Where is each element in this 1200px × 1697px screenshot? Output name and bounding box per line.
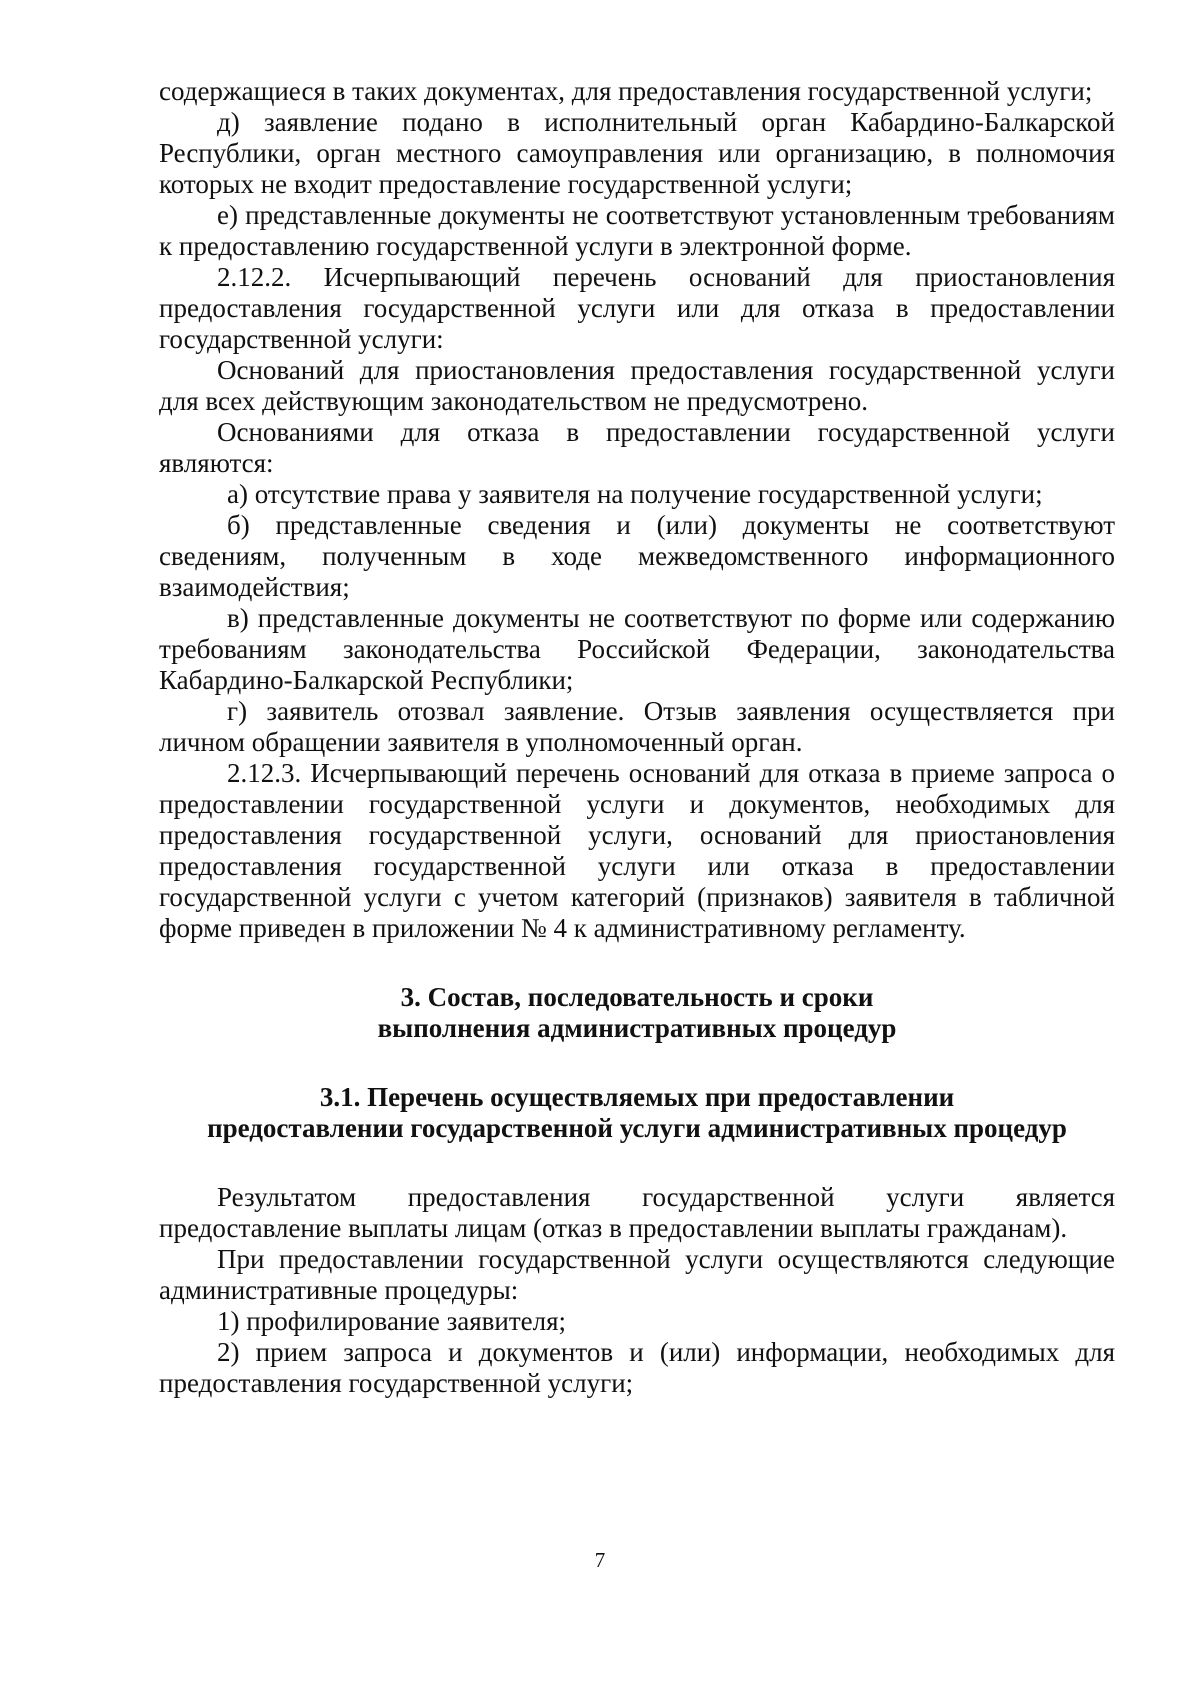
paragraph-continuation: содержащиеся в таких документах, для предоставления государственной услуги; <box>159 76 1093 106</box>
paragraph-refusal-grounds: Основаниями для отказа в предоставлении государственной услуги являются: <box>159 417 1115 478</box>
paragraph-result: Результатом предоставления государственной услуги является предоставление выплаты лицам (отказ в предоставлении выплаты гражданам). <box>159 1182 1115 1243</box>
section-3-heading-line1: 3. Состав, последовательность и сроки <box>400 982 874 1012</box>
paragraph-item-g: г) заявитель отозвал заявление. Отзыв заявления осуществляется при личном обращении заявителя в уполномоченный орган. <box>159 696 1115 757</box>
paragraph-item-a: а) отсутствие права у заявителя на получение государственной услуги; <box>227 479 1043 509</box>
section-3-1-heading-line1: 3.1. Перечень осуществляемых при предоставлении <box>319 1082 955 1112</box>
paragraph-item-e: е) представленные документы не соответствуют установленным требованиям к предоставлению государственной услуги в электронной форме. <box>159 200 1115 261</box>
paragraph-procedures-intro: При предоставлении государственной услуги осуществляются следующие административные процедуры: <box>159 1244 1115 1305</box>
paragraph-no-suspension: Оснований для приостановления предоставления государственной услуги для всех действующим законодательством не предусмотрено. <box>159 355 1115 416</box>
paragraph-2-12-2: 2.12.2. Исчерпывающий перечень оснований для приостановления предоставления государственной услуги или для отказа в предоставлении государственной услуги: <box>159 262 1115 354</box>
section-3-1-heading <box>159 1082 1115 1144</box>
paragraph-2-12-3: 2.12.3. Исчерпывающий перечень оснований для отказа в приеме запроса о предоставлении государственной услуги и документов, необходимых для предоставления государственной услуги, оснований для приостановления предоставления государственной услуги или отказа в предоставлении государственной услуги с учетом категорий (признаков) заявителя в табличной форме приведен в приложении № 4 к административному регламенту. <box>159 758 1115 943</box>
paragraph-item-v: в) представленные документы не соответствуют по форме или содержанию требованиям законодательства Российской Федерации, законодательства Кабардино-Балкарской Республики; <box>159 603 1115 695</box>
section-3-heading-line2: выполнения административных процедур <box>377 1013 897 1043</box>
section-3-heading <box>159 982 1115 1044</box>
section-3-1-heading-line2: предоставлении государственной услуги административных процедур <box>207 1113 1067 1143</box>
paragraph-procedure-2: 2) прием запроса и документов и (или) информации, необходимых для предоставления государственной услуги; <box>159 1337 1115 1398</box>
paragraph-procedure-1: 1) профилирование заявителя; <box>217 1306 567 1336</box>
page-number: 7 <box>594 1548 606 1572</box>
document-body <box>159 76 1115 1399</box>
paragraph-item-d: д) заявление подано в исполнительный орган Кабардино-Балкарской Республики, орган местного самоуправления или организацию, в полномочия которых не входит предоставление государственной услуги; <box>159 107 1115 199</box>
paragraph-item-b: б) представленные сведения и (или) документы не соответствуют сведениям, полученным в ходе межведомственного информационного взаимодействия; <box>159 510 1115 602</box>
